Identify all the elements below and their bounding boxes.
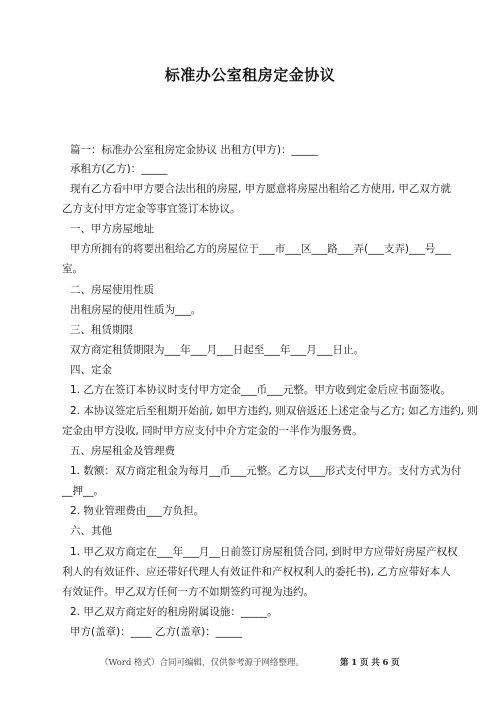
paragraph-line: 2. 本协议签定后至租期开始前, 如甲方违约, 则双倍返还上述定金与乙方; 如乙方违约, 则 <box>70 405 478 417</box>
paragraph-line: 有效证件。甲乙双方任何一方不如期签约可视为违约。 <box>62 586 314 598</box>
section-heading: 四、定金 <box>70 364 112 376</box>
paragraph-line: 1. 数额：双方商定租金为每月__币___元整。乙方以___形式支付甲方。支付方式为付 <box>70 465 462 477</box>
section-heading: 三、租赁期限 <box>70 324 133 336</box>
section-heading: 一、甲方房屋地址 <box>70 223 154 235</box>
page-number <box>340 656 400 668</box>
paragraph-line: 现有乙方看中甲方要合法出租的房屋, 甲方愿意将房屋出租给乙方使用, 甲乙双方就 <box>70 183 451 195</box>
page-number-suffix: 页 <box>391 658 400 668</box>
page-number-total: 6 <box>382 658 389 668</box>
footer-note: （Word 格式）合同可编辑，仅供参考源于网络整理。 <box>100 658 304 668</box>
paragraph-line: 室。 <box>62 263 83 275</box>
paragraph-line: 利人的有效证件、应还带好代理人有效证件和产权权利人的委托书), 乙方应带好本人 <box>62 566 451 578</box>
page-number-prefix: 第 <box>340 658 349 668</box>
section-heading: 五、房屋租金及管理费 <box>70 445 175 457</box>
paragraph-line: 承租方(乙方)：_____ <box>70 163 168 175</box>
paragraph-line: 双方商定租赁期限为___年___月___日起至___年___月___日止。 <box>70 344 364 356</box>
section-heading: 二、房屋使用性质 <box>70 284 154 296</box>
paragraph-line: 出租房屋的使用性质为___。 <box>70 304 202 316</box>
paragraph-line: 定金由甲方没收, 同时甲方应支付中介方定金的一半作为服务费。 <box>62 425 363 437</box>
document-title: 标准办公室租房定金协议 <box>164 66 336 84</box>
paragraph-line: 乙方支付甲方定金等事宜签订本协议。 <box>62 203 241 215</box>
page-number-current: 1 <box>351 658 358 668</box>
paragraph-line: 1. 乙方在签订本协议时支付甲方定金___币___元整。甲方收到定金后应书面签收。 <box>70 384 451 396</box>
section-heading: 六、其他 <box>70 525 112 537</box>
paragraph-line: 2. 甲乙双方商定好的租房附属设施：_____。 <box>70 606 278 618</box>
paragraph-line: __押__。 <box>62 485 104 497</box>
paragraph-line: 甲方所拥有的将要出租给乙方的房屋位于___市___区___路___弄(___支弄)___号___ <box>70 243 451 255</box>
page-number-mid: 页 共 <box>359 658 380 668</box>
signature-line: 甲方(盖章)：____ 乙方(盖章)：_____ <box>70 626 242 638</box>
paragraph-line: 1. 甲乙双方商定在___年___月__日前签订房屋租赁合同, 到时甲方应带好房屋产权权 <box>70 546 458 558</box>
paragraph-line: 篇一：标准办公室租房定金协议 出租方(甲方)：_____ <box>70 144 318 156</box>
paragraph-line: 2. 物业管理费由___方负担。 <box>70 505 205 517</box>
